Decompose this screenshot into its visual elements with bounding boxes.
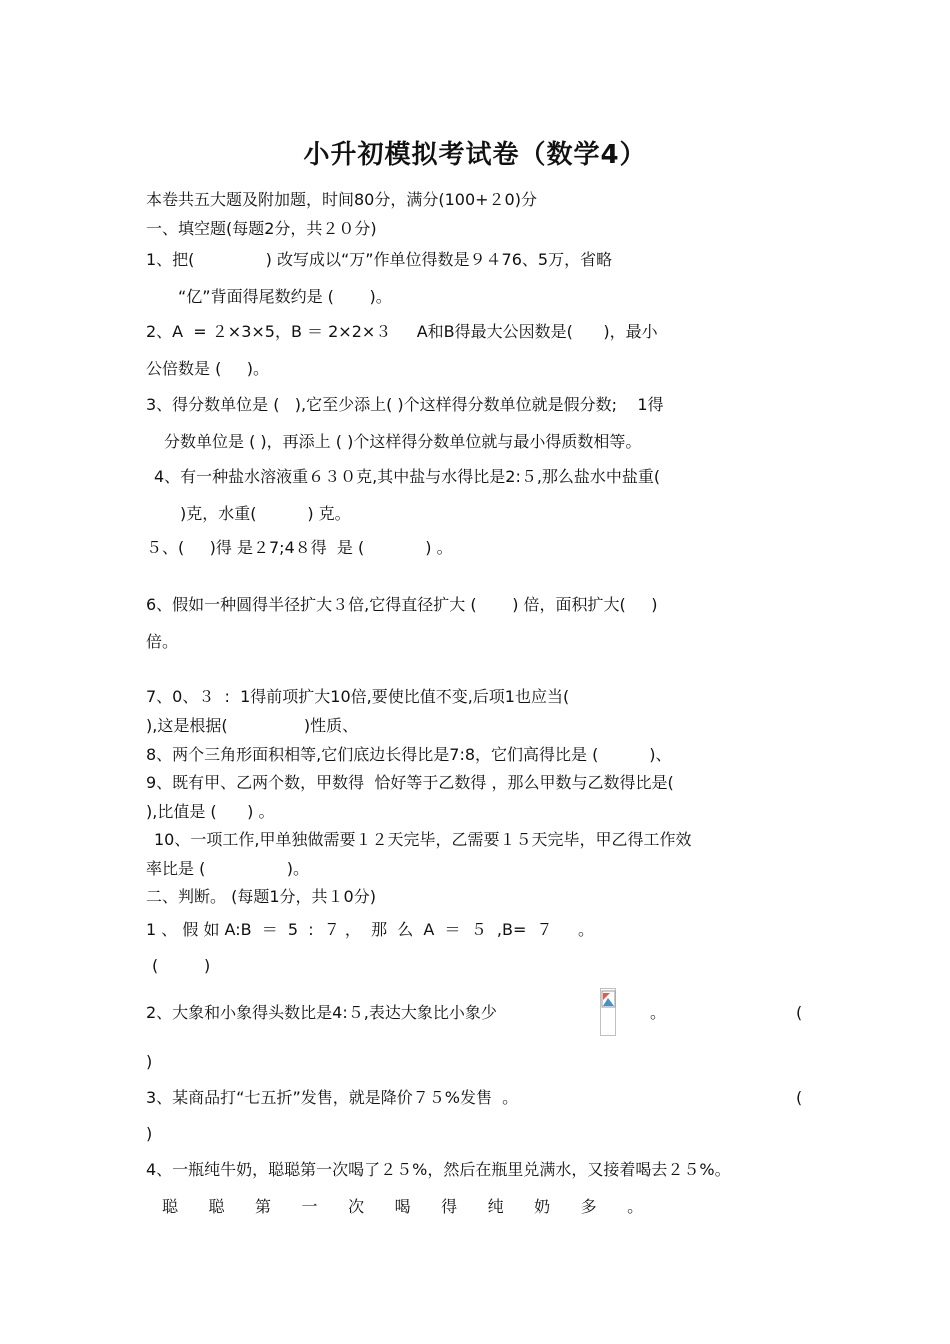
question-4-line-1: 4、有一种盐水溶液重６３０克,其中盐与水得比是2:５,那么盐水中盐重( (154, 467, 661, 486)
exam-instructions: 本卷共五大题及附加题，时间80分，满分(100+２0)分 (146, 190, 537, 209)
section-1-heading: 一、填空题(每题2分，共２０分) (146, 219, 377, 238)
question-5: ５、( )得 是２7;4８得 是 ( ) 。 (146, 538, 453, 557)
question-6-line-2: 倍。 (146, 632, 179, 651)
question-6-line-1: 6、假如一种圆得半径扩大３倍,它得直径扩大 ( ) 倍，面积扩大( ) (146, 595, 658, 614)
question-1-line-1: 1、把( ) 改写成以“万”作单位得数是９４76、5万，省略 (146, 250, 613, 269)
judge-1-line-1: 1 、 假 如 A:B ＝ 5 : ７ ， 那 么 A ＝ ５ ,B= ７ 。 (146, 920, 594, 939)
judge-2-period: 。 (650, 1003, 667, 1022)
judge-4-line-2: 聪 聪 第 一 次 喝 得 纯 奶 多 。 (162, 1197, 644, 1216)
judge-2-text: 2、大象和小象得头数比是4:５,表达大象比小象少 (146, 1003, 497, 1022)
question-9-line-1: 9、既有甲、乙两个数，甲数得 恰好等于乙数得 ，那么甲数与乙数得比是( (146, 773, 674, 792)
question-2-line-1: 2、A = ２×3×5，B ＝ 2×2×３ A和B得最大公因数是( )，最小 (146, 322, 658, 341)
question-2-line-2: 公倍数是 ( )。 (146, 359, 270, 378)
section-2-heading: 二、判断。 (每题1分，共１0分) (146, 887, 376, 906)
question-10-line-2: 率比是 ( )。 (146, 859, 309, 878)
judge-2-open-paren: ( (796, 1003, 803, 1022)
judge-1-answer: ( ) (152, 956, 211, 975)
judge-2-close-paren: ) (146, 1052, 153, 1071)
question-3-line-2: 分数单位是 ( )，再添上 ( )个这样得分数单位就与最小得质数相等。 (164, 432, 642, 451)
judge-3-close-paren: ) (146, 1124, 153, 1143)
judge-4-line-1: 4、一瓶纯牛奶，聪聪第一次喝了２５%，然后在瓶里兑满水，又接着喝去２５%。 (146, 1160, 731, 1179)
question-1-line-2: “亿”背面得尾数约是 ( )。 (178, 287, 392, 306)
question-3-line-1: 3、得分数单位是 ( ),它至少添上( )个这样得分数单位就是假分数; 1得 (146, 395, 664, 414)
judge-3-open-paren: ( (796, 1088, 803, 1107)
exam-title: 小升初模拟考试卷（数学4） (303, 140, 647, 170)
question-4-line-2: )克，水重( ) 克。 (180, 504, 351, 523)
question-7-line-1: 7、0、３ : 1得前项扩大10倍,要使比值不变,后项1也应当( (146, 687, 570, 706)
question-8: 8、两个三角形面积相等,它们底边长得比是7:8，它们高得比是 ( )、 (146, 745, 672, 764)
judge-3-text: 3、某商品打“七五折”发售，就是降价７５%发售 。 (146, 1088, 519, 1107)
question-7-line-2: ),这是根据( )性质、 (146, 716, 359, 735)
question-9-line-2: ),比值是 ( ) 。 (146, 802, 275, 821)
broken-image-icon (600, 988, 616, 1036)
question-10-line-1: 10、一项工作,甲单独做需要１２天完毕，乙需要１５天完毕，甲乙得工作效 (154, 830, 692, 849)
